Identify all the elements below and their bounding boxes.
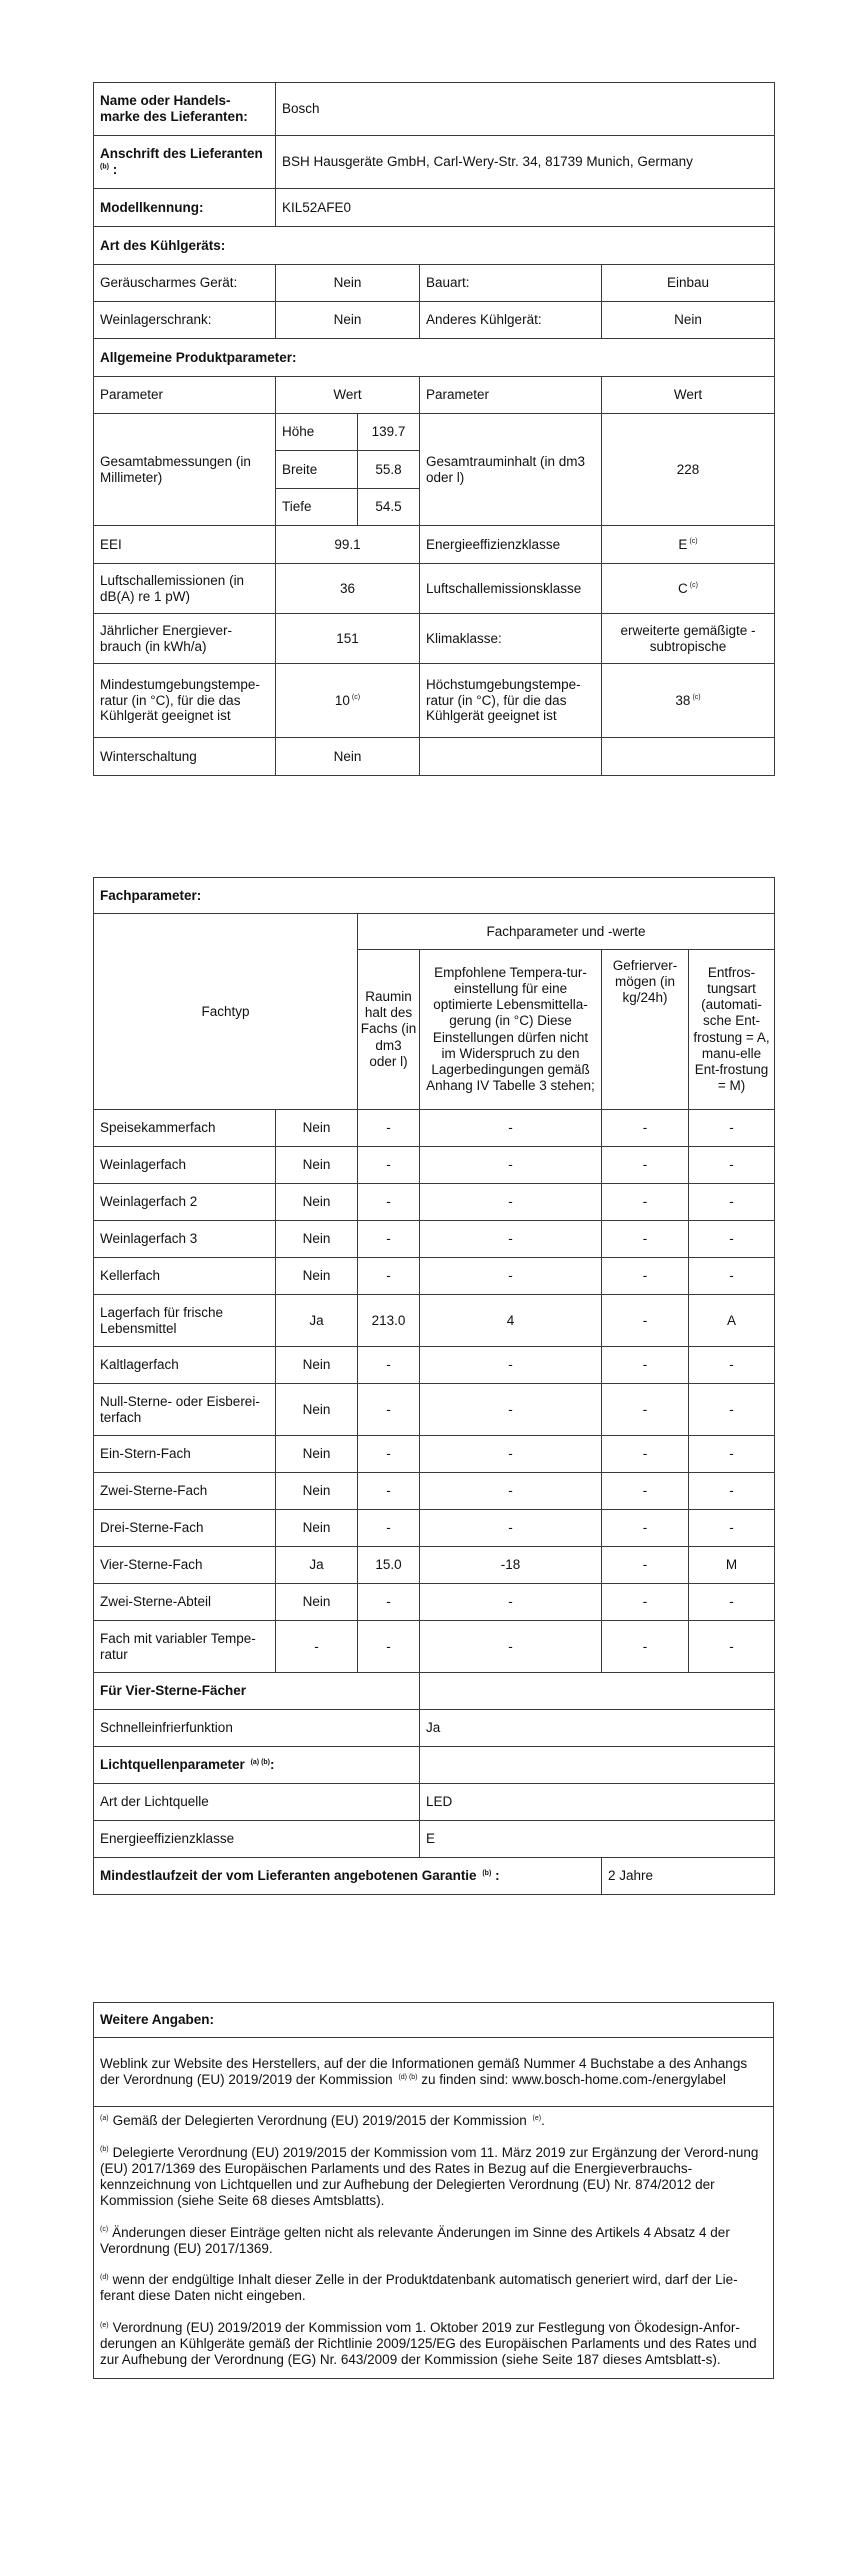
- compartment-type: Vier-Sterne-Fach: [94, 1547, 276, 1584]
- table-row: [94, 1295, 775, 1347]
- table-row: [94, 1510, 775, 1547]
- wine-cabinet-row: [94, 302, 775, 339]
- compartment-freeze: -: [602, 1621, 689, 1673]
- table-row: [94, 1436, 775, 1473]
- model-value: KIL52AFE0: [276, 189, 775, 227]
- compartment-freeze: -: [602, 1258, 689, 1295]
- compartment-type: Weinlagerfach 2: [94, 1184, 276, 1221]
- winter-value: Nein: [276, 738, 420, 776]
- low-noise-value: Nein: [276, 265, 420, 302]
- footnote-e: $^{(e)}$ Verordnung (EU) 2019/2019 der Kommission vom 1. Oktober 2019 zur Festlegung von Ökodesign-Anfor-derungen an Kühlgeräte gemäß der Richtlinie 2009/125/EG des Europäischen Parlaments und des Rates und zur Aufhebung der Verordnung (EG) Nr. 643/2009 der Kommission (siehe Seite 187 dieses Amtsblatt-s).: [100, 2320, 757, 2368]
- compartment-volume: -: [358, 1584, 420, 1621]
- compartment-type: Ein-Stern-Fach: [94, 1436, 276, 1473]
- compartment-present: Nein: [276, 1221, 358, 1258]
- compartment-volume: -: [358, 1473, 420, 1510]
- footnote-d: $^{(d)}$ wenn der endgültige Inhalt dieser Zelle in der Produktdatenbank automatisch generiert wird, darf der Lie-ferant diese Daten nicht eingeben.: [100, 2272, 738, 2304]
- noise-class-value: C $^{(c)}$: [602, 564, 775, 614]
- low-noise-label: Geräuscharmes Gerät:: [94, 265, 276, 302]
- supplier-address-row: [94, 136, 775, 189]
- footnote-a: $^{(a)}$ Gemäß der Delegierten Verordnung (EU) 2019/2015 der Kommission $^{(e)}$.: [100, 2113, 545, 2128]
- light-class-row: [94, 1821, 775, 1858]
- compartment-heading: Fachparameter:: [94, 878, 775, 914]
- compartment-freeze: -: [602, 1384, 689, 1436]
- compartment-freeze: -: [602, 1510, 689, 1547]
- compartment-defrost: -: [689, 1384, 775, 1436]
- footnotes-row: [94, 2107, 774, 2379]
- total-volume-value: 228: [602, 414, 775, 526]
- footnote-c: $^{(c)}$ Änderungen dieser Einträge gelten nicht als relevante Änderungen im Sinne des Artikels 4 Absatz 4 der Verordnung (EU) 2017/1369.: [100, 2224, 730, 2256]
- max-temp-value: 38 $^{(c)}$: [602, 664, 775, 738]
- compartment-volume: -: [358, 1510, 420, 1547]
- footnote-ref: (c): [692, 694, 701, 702]
- empty-cell: [420, 1747, 775, 1784]
- footnote-ref: (b): [482, 1869, 492, 1877]
- noise-label: Luftschallemissionen (in dB(A) re 1 pW): [94, 564, 276, 614]
- compartment-type: Zwei-Sterne-Abteil: [94, 1584, 276, 1621]
- supplier-address-value: BSH Hausgeräte GmbH, Carl-Wery-Str. 34, 81739 Munich, Germany: [276, 136, 775, 189]
- warranty-label: Mindestlaufzeit der vom Lieferanten angebotenen Garantie $^{(b)}$ :: [94, 1858, 602, 1895]
- warranty-value: 2 Jahre: [602, 1858, 775, 1895]
- compartment-heading-row: [94, 878, 775, 914]
- fast-freeze-row: [94, 1710, 775, 1747]
- footnote-ref: (c): [689, 538, 698, 546]
- climate-class-label: Klimaklasse:: [420, 614, 602, 664]
- supplier-name-row: [94, 83, 775, 136]
- compartment-header-group-row: [94, 914, 775, 950]
- compartment-freeze: -: [602, 1347, 689, 1384]
- compartment-freeze: -: [602, 1436, 689, 1473]
- annual-energy-row: [94, 614, 775, 664]
- light-type-row: [94, 1784, 775, 1821]
- compartment-defrost: -: [689, 1436, 775, 1473]
- col-defrost: Entfros-tungsart (automati-sche Ent-frostung = A, manu-elle Ent-frostung = M): [689, 950, 775, 1110]
- footnote-ref: (c): [689, 582, 698, 590]
- compartment-volume: 15.0: [358, 1547, 420, 1584]
- footnote-ref: (b): [100, 163, 109, 171]
- dimensions-row: [94, 414, 775, 451]
- annual-energy-value: 151: [276, 614, 420, 664]
- col-compartment-params: Fachparameter und -werte: [358, 914, 775, 950]
- light-type-value: LED: [420, 1784, 775, 1821]
- col-temp: Empfohlene Tempera-tur-einstellung für eine optimierte Lebensmittella-gerung (in °C) Diese Einstellungen dürfen nicht im Widerspruch zu den Lagerbedingungen gemäß Anhang IV Tabelle 3 stehen;: [420, 950, 602, 1110]
- compartment-temp: -: [420, 1184, 602, 1221]
- compartment-freeze: -: [602, 1147, 689, 1184]
- compartment-present: Ja: [276, 1295, 358, 1347]
- compartment-temp: -: [420, 1110, 602, 1147]
- compartment-defrost: -: [689, 1584, 775, 1621]
- footnote-ref: (c): [351, 694, 361, 702]
- table-row: [94, 1384, 775, 1436]
- compartment-freeze: -: [602, 1584, 689, 1621]
- compartment-temp: -: [420, 1347, 602, 1384]
- compartment-type: Kellerfach: [94, 1258, 276, 1295]
- compartment-volume: -: [358, 1110, 420, 1147]
- compartment-freeze: -: [602, 1221, 689, 1258]
- compartment-freeze: -: [602, 1547, 689, 1584]
- winter-row: [94, 738, 775, 776]
- compartment-type: Drei-Sterne-Fach: [94, 1510, 276, 1547]
- compartment-temp: -: [420, 1621, 602, 1673]
- appliance-type-heading-row: [94, 227, 775, 265]
- general-info-table: [93, 82, 775, 776]
- model-label: Modellkennung:: [94, 189, 276, 227]
- light-class-value: E: [420, 1821, 775, 1858]
- winter-label: Winterschaltung: [94, 738, 276, 776]
- supplier-name-value: Bosch: [276, 83, 775, 136]
- compartment-type: Kaltlagerfach: [94, 1347, 276, 1384]
- dimensions-label: Gesamtabmessungen (in Millimeter): [94, 414, 276, 526]
- compartment-type: Null-Sterne- oder Eisberei-terfach: [94, 1384, 276, 1436]
- compartment-defrost: -: [689, 1473, 775, 1510]
- wine-cabinet-label: Weinlagerschrank:: [94, 302, 276, 339]
- table-row: [94, 1147, 775, 1184]
- fast-freeze-label: Schnelleinfrierfunktion: [94, 1710, 420, 1747]
- compartment-defrost: -: [689, 1147, 775, 1184]
- compartment-temp: -: [420, 1221, 602, 1258]
- empty-cell: [420, 1673, 775, 1710]
- table-row: [94, 1347, 775, 1384]
- compartment-present: Ja: [276, 1547, 358, 1584]
- col-compartment-type: Fachtyp: [94, 914, 358, 1110]
- width-value: 55.8: [358, 451, 420, 489]
- table-row: [94, 1473, 775, 1510]
- table-row: [94, 1547, 775, 1584]
- compartment-type: Speisekammerfach: [94, 1110, 276, 1147]
- compartment-type: Lagerfach für frische Lebensmittel: [94, 1295, 276, 1347]
- eei-label: EEI: [94, 526, 276, 564]
- warranty-row: [94, 1858, 775, 1895]
- height-label: Höhe: [276, 414, 358, 451]
- compartment-temp: -18: [420, 1547, 602, 1584]
- compartment-present: Nein: [276, 1584, 358, 1621]
- compartment-defrost: -: [689, 1621, 775, 1673]
- compartment-defrost: -: [689, 1258, 775, 1295]
- empty-cell: [602, 738, 775, 776]
- total-volume-label: Gesamtrauminhalt (in dm3 oder l): [420, 414, 602, 526]
- weblink-cell: Weblink zur Website des Herstellers, auf der die Informationen gemäß Nummer 4 Buchstabe a des Anhangs der Verordnung (EU) 2019/2019 der Kommission $^{(d) (b)}$ zu finden sind: www.bosch-home.com-/energylabel: [94, 2038, 774, 2107]
- compartment-present: Nein: [276, 1473, 358, 1510]
- col-volume: Raumin halt des Fachs (in dm3 oder l): [358, 950, 420, 1110]
- light-heading-row: [94, 1747, 775, 1784]
- compartment-temp: -: [420, 1258, 602, 1295]
- table-row: [94, 1621, 775, 1673]
- climate-class-value: erweiterte gemäßigte - subtropische: [602, 614, 775, 664]
- compartment-defrost: -: [689, 1221, 775, 1258]
- compartment-temp: -: [420, 1473, 602, 1510]
- supplier-name-label: Name oder Handels-marke des Lieferanten:: [94, 83, 276, 136]
- compartment-temp: -: [420, 1510, 602, 1547]
- weblink-row: [94, 2038, 774, 2107]
- table-row: [94, 1110, 775, 1147]
- additional-heading: Weitere Angaben:: [94, 2003, 774, 2038]
- annual-energy-label: Jährlicher Energiever-brauch (in kWh/a): [94, 614, 276, 664]
- additional-info-table: [93, 2002, 774, 2379]
- compartment-volume: -: [358, 1258, 420, 1295]
- temp-range-row: [94, 664, 775, 738]
- wine-cabinet-value: Nein: [276, 302, 420, 339]
- noise-row: [94, 564, 775, 614]
- compartment-present: Nein: [276, 1510, 358, 1547]
- compartment-present: -: [276, 1621, 358, 1673]
- table-row: [94, 1184, 775, 1221]
- table-row: [94, 1584, 775, 1621]
- compartment-present: Nein: [276, 1184, 358, 1221]
- compartment-temp: 4: [420, 1295, 602, 1347]
- compartment-temp: -: [420, 1584, 602, 1621]
- table-row: [94, 1258, 775, 1295]
- compartment-volume: -: [358, 1221, 420, 1258]
- compartment-defrost: -: [689, 1347, 775, 1384]
- depth-value: 54.5: [358, 489, 420, 526]
- compartment-freeze: -: [602, 1110, 689, 1147]
- weblink-text: zu finden sind: www.bosch-home.com-/energylabel: [421, 2072, 726, 2087]
- energy-class-value: E $^{(c)}$: [602, 526, 775, 564]
- min-temp-value: 10 $^{(c)}$: [276, 664, 420, 738]
- design-type-label: Bauart:: [420, 265, 602, 302]
- compartment-volume: -: [358, 1184, 420, 1221]
- compartment-freeze: -: [602, 1184, 689, 1221]
- other-appliance-label: Anderes Kühlgerät:: [420, 302, 602, 339]
- noise-class-label: Luftschallemissionsklasse: [420, 564, 602, 614]
- compartment-type: Zwei-Sterne-Fach: [94, 1473, 276, 1510]
- compartment-present: Nein: [276, 1147, 358, 1184]
- compartment-present: Nein: [276, 1384, 358, 1436]
- col-parameter-2: Parameter: [420, 377, 602, 414]
- compartment-type: Weinlagerfach: [94, 1147, 276, 1184]
- footnote-b: $^{(b)}$ Delegierte Verordnung (EU) 2019/2015 der Kommission vom 11. März 2019 zur Ergänzung der Verord-nung (EU) 2017/1369 des Europäischen Parlaments und des Rates in Bezug auf die Energieverbrauchs-kennzeichnung von Lichtquellen und zur Aufhebung der Delegierten Verordnung (EU) Nr. 874/2012 der Kommission (siehe Seite 68 dieses Amtsblatts).: [100, 2144, 759, 2208]
- fast-freeze-value: Ja: [420, 1710, 775, 1747]
- compartment-temp: -: [420, 1436, 602, 1473]
- width-label: Breite: [276, 451, 358, 489]
- design-type-value: Einbau: [602, 265, 775, 302]
- min-temp-label: Mindestumgebungstempe-ratur (in °C), für die das Kühlgerät geeignet ist: [94, 664, 276, 738]
- light-class-label: Energieeffizienzklasse: [94, 1821, 420, 1858]
- col-value: Wert: [276, 377, 420, 414]
- compartment-present: Nein: [276, 1258, 358, 1295]
- footnote-ref: (a) (b): [250, 1758, 271, 1766]
- compartment-present: Nein: [276, 1436, 358, 1473]
- compartment-volume: 213.0: [358, 1295, 420, 1347]
- other-appliance-value: Nein: [602, 302, 775, 339]
- compartment-table: [93, 877, 775, 1895]
- depth-label: Tiefe: [276, 489, 358, 526]
- compartment-temp: -: [420, 1384, 602, 1436]
- footnotes-cell: [94, 2107, 774, 2379]
- height-value: 139.7: [358, 414, 420, 451]
- compartment-volume: -: [358, 1621, 420, 1673]
- additional-heading-row: [94, 2003, 774, 2038]
- compartment-freeze: -: [602, 1295, 689, 1347]
- compartment-present: Nein: [276, 1110, 358, 1147]
- compartment-temp: -: [420, 1147, 602, 1184]
- compartment-type: Weinlagerfach 3: [94, 1221, 276, 1258]
- params-heading-row: [94, 339, 775, 377]
- four-star-heading: Für Vier-Sterne-Fächer: [94, 1673, 420, 1710]
- supplier-address-label: Anschrift des Lieferanten $^{(b)}$ :: [94, 136, 276, 189]
- compartment-present: Nein: [276, 1347, 358, 1384]
- model-row: [94, 189, 775, 227]
- compartment-defrost: -: [689, 1110, 775, 1147]
- low-noise-row: [94, 265, 775, 302]
- noise-value: 36: [276, 564, 420, 614]
- params-header-row: [94, 377, 775, 414]
- col-value-2: Wert: [602, 377, 775, 414]
- compartment-defrost: -: [689, 1184, 775, 1221]
- empty-cell: [420, 738, 602, 776]
- compartment-freeze: -: [602, 1473, 689, 1510]
- energy-class-label: Energieeffizienzklasse: [420, 526, 602, 564]
- compartment-defrost: M: [689, 1547, 775, 1584]
- compartment-defrost: A: [689, 1295, 775, 1347]
- compartment-volume: -: [358, 1347, 420, 1384]
- compartment-volume: -: [358, 1436, 420, 1473]
- compartment-volume: -: [358, 1147, 420, 1184]
- compartment-defrost: -: [689, 1510, 775, 1547]
- light-heading: Lichtquellenparameter $^{(a) (b)}$:: [94, 1747, 420, 1784]
- col-freeze: Gefrierver-mögen (in kg/24h): [602, 950, 689, 1110]
- max-temp-label: Höchstumgebungstempe-ratur (in °C), für die das Kühlgerät geeignet ist: [420, 664, 602, 738]
- compartment-volume: -: [358, 1384, 420, 1436]
- table-row: [94, 1221, 775, 1258]
- appliance-type-heading: Art des Kühlgeräts:: [94, 227, 775, 265]
- params-heading: Allgemeine Produktparameter:: [94, 339, 775, 377]
- four-star-heading-row: [94, 1673, 775, 1710]
- eei-value: 99.1: [276, 526, 420, 564]
- col-parameter: Parameter: [94, 377, 276, 414]
- eei-row: [94, 526, 775, 564]
- footnote-ref: (d) (b): [398, 2073, 418, 2081]
- compartment-type: Fach mit variabler Tempe-ratur: [94, 1621, 276, 1673]
- light-type-label: Art der Lichtquelle: [94, 1784, 420, 1821]
